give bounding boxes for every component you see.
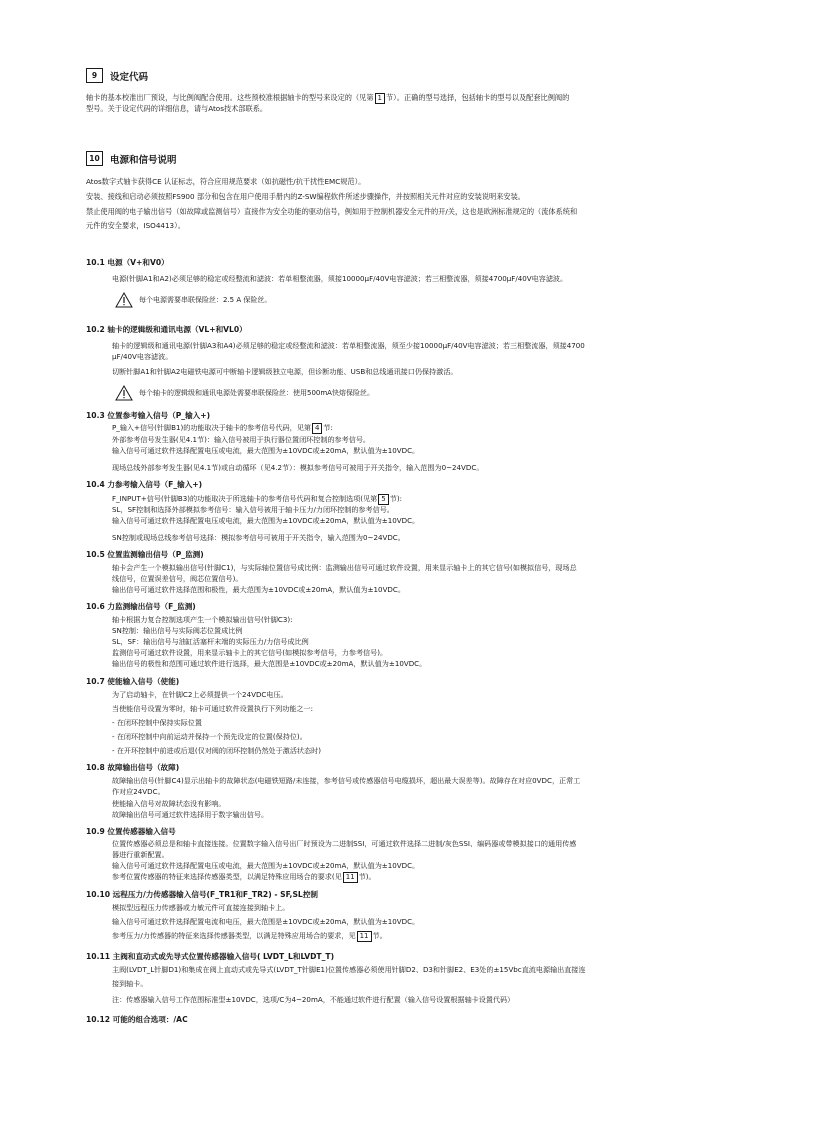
paragraph-line: 电源(针脚A1和A2)必须足够的稳定或经整流和滤波：若单相整流器，须接10000μF/40V电容滤波；若三相整流器，须接4700μF/40V电容滤波。 [112, 274, 568, 283]
paragraph-line: 输入信号可通过软件选择配置电压或电流，最大范围为±10VDC或±20mA，默认值为±10VDC。 [112, 516, 420, 525]
paragraph-line: 元件的安全要求，ISO4413）。 [86, 221, 185, 230]
subsection-heading: 10.5 位置监测输出信号（P_监测) [86, 550, 204, 559]
paragraph-line: SL，SF控制和选择外部模拟参考信号：输入信号被用于轴卡压力/力闭环控制的参考信号。 [112, 505, 394, 514]
subsection-heading: 10.2 轴卡的逻辑级和通讯电源（VL+和VL0） [86, 325, 247, 334]
paragraph-line: 轴卡根据力复合控制选项产生一个模拟输出信号(针脚C3): [112, 615, 293, 624]
subsection-heading: 10.4 力参考输入信号（F_输入+) [86, 480, 203, 489]
paragraph-line: 器进行重新配置。 [112, 850, 169, 859]
subsection-heading: 10.7 使能输入信号（使能) [86, 677, 180, 686]
paragraph-line: SL，SF：输出信号与油缸活塞杆末端的实际压力/力信号成比例 [112, 637, 309, 646]
paragraph-line: 禁止使用阀的电子输出信号（如故障或监测信号）直接作为安全功能的驱动信号，例如用于控制机器安全元件的开/关，这也是欧洲标准规定的（流体系统和 [86, 207, 578, 216]
paragraph-line: SN控制或现场总线参考信号选择：模拟参考信号可被用于开关指令，输入范围为0~24VDC。 [112, 533, 405, 542]
paragraph-line: 接到轴卡。 [112, 979, 148, 988]
paragraph-line: 输入信号可通过软件选择配置电压或电流，最大范围为±10VDC或±20mA，默认值为±10VDC。 [112, 446, 420, 455]
paragraph-line: 现场总线外部参考发生器(见4.1节)或自动循环（见4.2节）：模拟参考信号可被用于开关指令，输入范围为0~24VDC。 [112, 463, 484, 472]
paragraph-line: - 在开环控制中前进或后退(仅对阀的闭环控制仍然处于激活状态时) [112, 746, 321, 755]
paragraph-line: 监测信号可通过软件设置，用来显示轴卡上的其它信号(如模拟参考信号，力参考信号)。 [112, 648, 388, 657]
paragraph-line: 位置传感器必须总是和轴卡直接连接。位置数字输入信号出厂时预设为二进制SSI，可通过软件选择二进制/灰色SSI、编码器或带模拟接口的通用传感 [112, 839, 577, 848]
paragraph-line: 外部参考信号发生器(见4.1节)：输入信号被用于执行器位置闭环控制的参考信号。 [112, 435, 371, 444]
paragraph-line: 作对应24VDC。 [112, 787, 165, 796]
paragraph-line: F_INPUT+信号(针脚B3)的功能取决于所选轴卡的参考信号代码和复合控制选项(见第 5 节): [112, 494, 402, 503]
paragraph-line: 输出信号的极性和范围可通过软件进行选择，最大范围是±10VDC或±20mA，默认值为±10VDC。 [112, 659, 427, 668]
section-ref-box: 5 [378, 494, 388, 505]
section-ref-box: 1 [375, 93, 385, 104]
section-ref-box: 11 [343, 872, 358, 883]
section-10-heading [86, 151, 177, 166]
subsection-heading: 10.6 力监测输出信号（F_监测) [86, 602, 196, 611]
paragraph-line: 输入信号可通过软件选择配置电压或电流，最大范围为±10VDC或±20mA，默认值为±10VDC。 [112, 861, 420, 870]
paragraph-line: 型号。关于设定代码的详细信息，请与Atos技术部联系。 [86, 104, 268, 113]
paragraph-line: 为了启动轴卡，在针脚C2上必须提供一个24VDC电压。 [112, 690, 288, 699]
section-ref-box: 11 [357, 931, 372, 942]
subsection-heading: 10.12 可能的组合选项：/AC [86, 1015, 188, 1024]
paragraph-line: 输出信号可通过软件选择范围和极性，最大范围为±10VDC或±20mA，默认值为±10VDC。 [112, 585, 405, 594]
warning-note: 每个轴卡的逻辑级和通讯电源处需要串联保险丝：使用500mA快熔保险丝。 [115, 385, 374, 401]
section-title: 电源和信号说明 [110, 154, 177, 166]
warning-triangle-icon [115, 385, 133, 401]
paragraph-line: - 在闭环控制中保持实际位置 [112, 718, 202, 727]
paragraph-line: 输入信号可通过软件选择配置电流和电压，最大范围是±10VDC或±20mA，默认值为±10VDC。 [112, 917, 420, 926]
warning-triangle-icon [115, 292, 133, 308]
paragraph-line: 主阀(LVDT_L针脚D1)和集成在阀上直动式或先导式(LVDT_T针脚E1)位置传感器必须使用针脚D2、D3和针脚E2、E3处的±15Vbc直流电源输出直接连 [112, 965, 586, 974]
warning-note: 每个电源需要串联保险丝：2.5 A 保险丝。 [115, 292, 271, 308]
paragraph-line: 故障输出信号可通过软件选择用于数字输出信号。 [112, 810, 269, 819]
paragraph-line: SN控制：输出信号与实际阀芯位置成比例 [112, 626, 243, 635]
paragraph-line: 切断针脚A1和针脚A2电磁铁电源可中断轴卡逻辑级独立电源，但诊断功能、USB和总线通讯接口仍保持激活。 [112, 367, 458, 376]
subsection-heading: 10.1 电源（V+和V0） [86, 258, 169, 267]
section-number: 9 [86, 68, 103, 83]
section-9-heading [86, 68, 148, 83]
subsection-heading: 10.8 故障输出信号（故障) [86, 763, 180, 772]
paragraph-line: 模拟型远程压力传感器或力敏元件可直接连接到轴卡上。 [112, 903, 290, 912]
paragraph-line: 故障输出信号(针脚C4)显示出轴卡的故障状态(电磁铁短路/未连接，参考信号或传感器信号电缆损坏，超出最大误差等)。故障存在对应0VDC，正常工 [112, 776, 581, 785]
paragraph-line: 安装、接线和启动必须按照FS900 部分和包含在用户使用手册内的Z-SW编程软件所述步骤操作，并按照相关元件对应的安装说明来安装。 [86, 192, 525, 201]
paragraph-line: 当使能信号设置为零时，轴卡可通过软件设置执行下列功能之一: [112, 704, 314, 713]
subsection-heading: 10.9 位置传感器输入信号 [86, 827, 176, 836]
subsection-heading: 10.11 主阀和直动式或先导式位置传感器输入信号( LVDT_L和LVDT_T) [86, 952, 335, 961]
paragraph-line: 参考压力/力传感器的特征来选择传感器类型，以满足特殊应用场合的要求，见 11 节。 [112, 931, 387, 940]
section-title: 设定代码 [110, 71, 149, 83]
paragraph-line: 使能输入信号对故障状态没有影响。 [112, 799, 226, 808]
paragraph-line: 轴卡的逻辑级和通讯电源(针脚A3和A4)必须足够的稳定或经整流和滤波：若单相整流器，须至少接10000μF/40V电容滤波；若三相整流器，须接4700 [112, 341, 585, 350]
paragraph-line: 轴卡会产生一个模拟输出信号(针脚C1)，与实际轴位置信号成比例：监测输出信号可通过软件设置，用来显示轴卡上的其它信号(如模拟信号，现场总 [112, 563, 577, 572]
subsection-heading: 10.3 位置参考输入信号（P_输入+) [86, 411, 211, 420]
paragraph-line: - 在闭环控制中向前运动并保持一个预先设定的位置(保持位)。 [112, 732, 307, 741]
paragraph-line: 参考位置传感器的特征来选择传感器类型，以满足特殊应用场合的要求(见 11 节)。 [112, 872, 376, 881]
subsection-heading: 10.10 远程压力/力传感器输入信号(F_TR1和F_TR2) - SF,SL控制 [86, 890, 318, 899]
paragraph-line: P_输入+信号(针脚B1)的功能取决于轴卡的参考信号代码，见第 4 节: [112, 423, 333, 432]
section-ref-box: 4 [312, 423, 322, 434]
paragraph-line: 轴卡的基本校准出厂预设，与比例阀配合使用。这些预校准根据轴卡的型号来设定的（见第 1 节）。正确的型号选择，包括轴卡的型号以及配套比例阀的 [86, 93, 570, 102]
paragraph-line: 注：传感器输入信号工作范围标准型±10VDC，选项/C为4~20mA，不能通过软件进行配置（输入信号设置根据轴卡设置代码） [112, 995, 515, 1004]
paragraph-line: 线信号，位置误差信号，阀芯位置信号)。 [112, 574, 243, 583]
section-number: 10 [86, 151, 103, 166]
paragraph-line: μF/40V电容滤波。 [112, 352, 173, 361]
paragraph-line: Atos数字式轴卡获得CE 认证标志，符合应用规范要求（如抗磁性/抗干扰性EMC规范）。 [86, 177, 366, 186]
